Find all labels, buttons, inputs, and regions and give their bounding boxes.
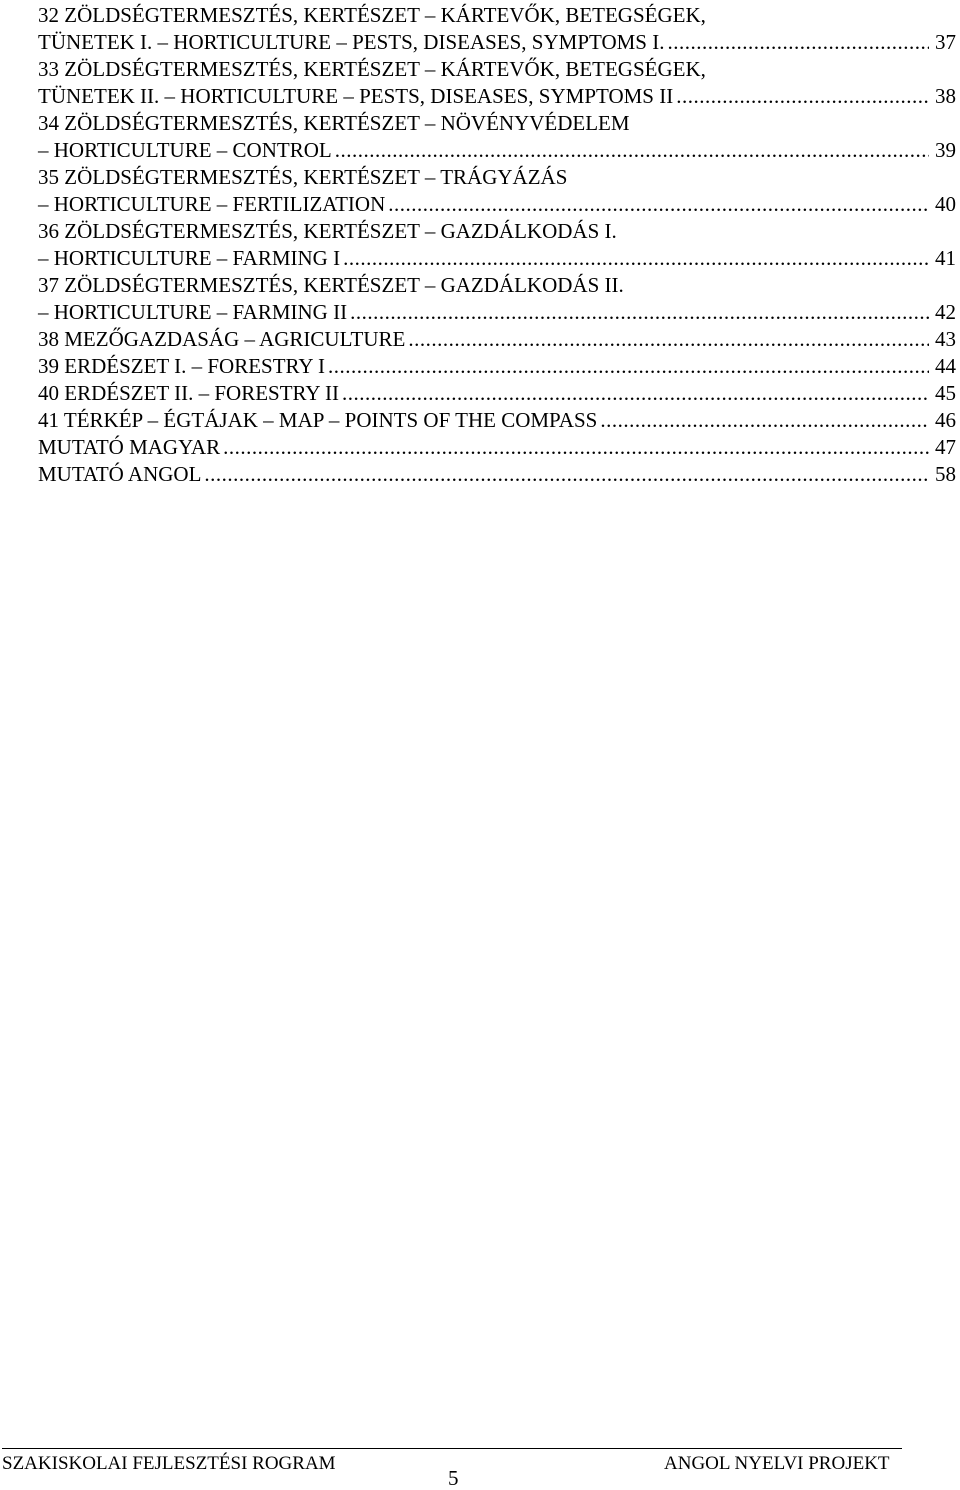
dot-leader xyxy=(408,326,929,353)
dot-leader xyxy=(328,353,929,380)
toc-entry[interactable] xyxy=(38,218,956,272)
toc-entry-line xyxy=(38,218,956,245)
toc-entry[interactable] xyxy=(38,407,956,434)
dot-leader xyxy=(676,83,929,110)
toc-entry-line xyxy=(38,137,956,164)
toc-entry-page: 42 xyxy=(935,300,956,324)
toc-entry-title: – HORTICULTURE – FERTILIZATION xyxy=(38,192,386,216)
toc-entry-title: 36 ZÖLDSÉGTERMESZTÉS, KERTÉSZET – GAZDÁLKODÁS I. xyxy=(38,219,617,243)
toc-entry[interactable] xyxy=(38,56,956,110)
toc-entry-title: – HORTICULTURE – FARMING I xyxy=(38,246,341,270)
footer-project-name: ANGOL NYELVI PROJEKT xyxy=(664,1453,890,1474)
toc-entry-title: 37 ZÖLDSÉGTERMESZTÉS, KERTÉSZET – GAZDÁLKODÁS II. xyxy=(38,273,624,297)
toc-entry[interactable] xyxy=(38,164,956,218)
toc-entry-page: 47 xyxy=(935,435,956,459)
dot-leader xyxy=(667,29,929,56)
toc-entry-line xyxy=(38,2,956,29)
toc-entry-line xyxy=(38,434,956,461)
dot-leader xyxy=(335,137,929,164)
toc-entry-title: 32 ZÖLDSÉGTERMESZTÉS, KERTÉSZET – KÁRTEVŐK, BETEGSÉGEK, xyxy=(38,3,706,27)
toc-entry-line xyxy=(38,299,956,326)
toc-entry-page: 44 xyxy=(935,354,956,378)
toc-entry-page: 37 xyxy=(935,30,956,54)
footer-program-name: SZAKISKOLAI FEJLESZTÉSI ROGRAM xyxy=(2,1453,336,1474)
toc-entry-line xyxy=(38,245,956,272)
dot-leader xyxy=(388,191,929,218)
toc-entry-title: 34 ZÖLDSÉGTERMESZTÉS, KERTÉSZET – NÖVÉNYVÉDELEM xyxy=(38,111,630,135)
toc-entry[interactable] xyxy=(38,272,956,326)
toc-entry-line xyxy=(38,326,956,353)
toc-entry-title: 35 ZÖLDSÉGTERMESZTÉS, KERTÉSZET – TRÁGYÁZÁS xyxy=(38,165,568,189)
toc-entry-line xyxy=(38,83,956,110)
toc-entry[interactable] xyxy=(38,461,956,488)
toc-entry-line xyxy=(38,110,956,137)
toc-entry-line xyxy=(38,407,956,434)
toc-entry-title: 33 ZÖLDSÉGTERMESZTÉS, KERTÉSZET – KÁRTEVŐK, BETEGSÉGEK, xyxy=(38,57,706,81)
toc-entry-title: MUTATÓ MAGYAR xyxy=(38,435,221,459)
toc-entry-title: – HORTICULTURE – CONTROL xyxy=(38,138,332,162)
toc-entry-title: 40 ERDÉSZET II. – FORESTRY II xyxy=(38,381,340,405)
toc-entry-line xyxy=(38,353,956,380)
toc-entry-page: 45 xyxy=(935,381,956,405)
toc-entry-line xyxy=(38,56,956,83)
toc-entry-line xyxy=(38,191,956,218)
page-number: 5 xyxy=(448,1466,459,1490)
toc-entry-line xyxy=(38,29,956,56)
toc-entry-title: TÜNETEK II. – HORTICULTURE – PESTS, DISEASES, SYMPTOMS II xyxy=(38,84,674,108)
toc-entry[interactable] xyxy=(38,434,956,461)
toc-entry-line xyxy=(38,461,956,488)
dot-leader xyxy=(600,407,929,434)
toc-entry-title: 39 ERDÉSZET I. – FORESTRY I xyxy=(38,354,326,378)
toc-entry-title: 41 TÉRKÉP – ÉGTÁJAK – MAP – POINTS OF THE COMPASS xyxy=(38,408,598,432)
dot-leader xyxy=(343,245,929,272)
toc-entry-page: 46 xyxy=(935,408,956,432)
dot-leader xyxy=(204,461,929,488)
toc-entry-page: 58 xyxy=(935,462,956,486)
toc-entry-line xyxy=(38,380,956,407)
toc-entry[interactable] xyxy=(38,326,956,353)
toc-entry-page: 43 xyxy=(935,327,956,351)
toc-entry-line xyxy=(38,164,956,191)
toc-entry-title: MUTATÓ ANGOL xyxy=(38,462,202,486)
toc-entry-line xyxy=(38,272,956,299)
toc-entry[interactable] xyxy=(38,2,956,56)
toc-entry-title: TÜNETEK I. – HORTICULTURE – PESTS, DISEASES, SYMPTOMS I. xyxy=(38,30,665,54)
toc-entry[interactable] xyxy=(38,110,956,164)
toc-entry-page: 40 xyxy=(935,192,956,216)
toc-entry[interactable] xyxy=(38,380,956,407)
dot-leader xyxy=(223,434,929,461)
toc-entry-title: 38 MEZŐGAZDASÁG – AGRICULTURE xyxy=(38,327,406,351)
dot-leader xyxy=(350,299,929,326)
dot-leader xyxy=(342,380,929,407)
toc-entry-title: – HORTICULTURE – FARMING II xyxy=(38,300,348,324)
toc-entry-page: 39 xyxy=(935,138,956,162)
toc-entry[interactable] xyxy=(38,353,956,380)
table-of-contents xyxy=(38,2,956,488)
footer-divider xyxy=(2,1448,902,1449)
toc-entry-page: 38 xyxy=(935,84,956,108)
toc-entry-page: 41 xyxy=(935,246,956,270)
